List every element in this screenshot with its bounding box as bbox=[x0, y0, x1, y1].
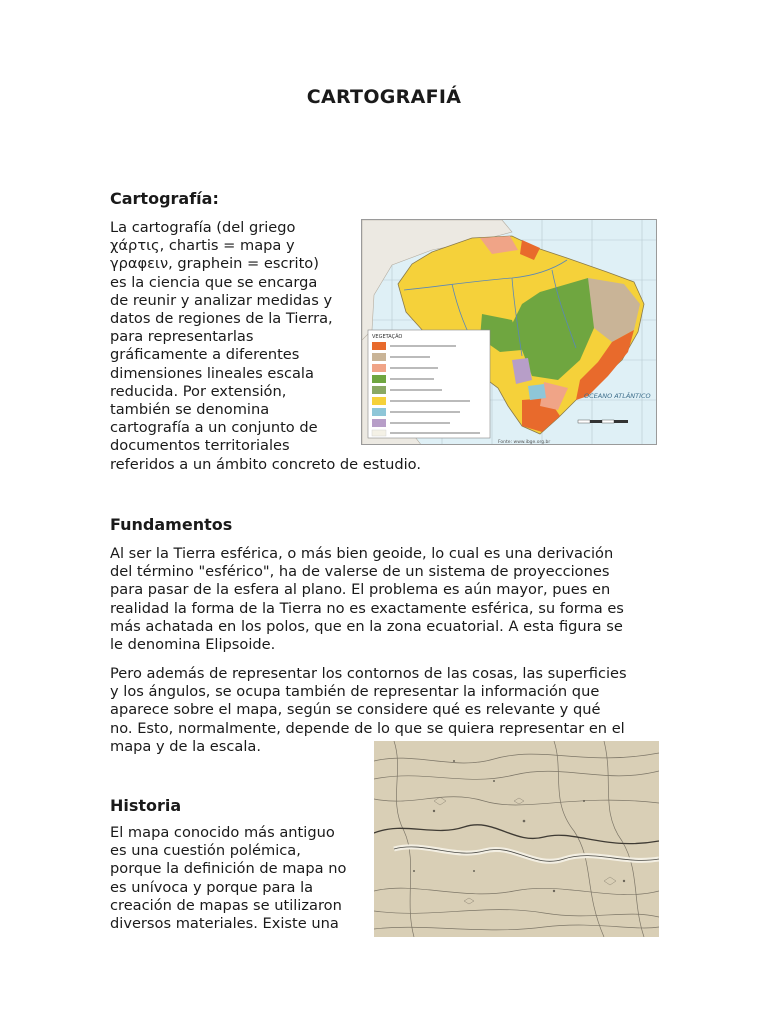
legend-title: VEGETAÇÃO bbox=[372, 334, 403, 340]
text-line: aparece sobre el mapa, según se considere qué es relevante y qué bbox=[110, 701, 601, 719]
text-line: gráficamente a diferentes bbox=[110, 346, 300, 364]
text-line: porque la definición de mapa no bbox=[110, 860, 347, 878]
text-line: datos de regiones de la Tierra, bbox=[110, 310, 333, 328]
text-line: cartografía a un conjunto de bbox=[110, 419, 318, 437]
text-line: también se denomina bbox=[110, 401, 270, 419]
ocean-label: OCEANO ATLÂNTICO bbox=[584, 392, 651, 400]
text-line: mapa y de la escala. bbox=[110, 737, 261, 755]
text-line: reducida. Por extensión, bbox=[110, 382, 287, 400]
text-line: no. Esto, normalmente, depende de lo que se quiera representar en el bbox=[110, 719, 625, 737]
text-line: diversos materiales. Existe una bbox=[110, 915, 339, 933]
text-line: χάρτις, chartis = mapa y bbox=[110, 237, 295, 255]
text-line: es la ciencia que se encarga bbox=[110, 273, 318, 291]
text-line: referidos a un ámbito concreto de estudio. bbox=[110, 455, 421, 473]
text-line: documentos territoriales bbox=[110, 437, 290, 455]
map-source: Fonte: www.ibge.org.br bbox=[498, 440, 551, 445]
heading-cartografia: Cartografía: bbox=[110, 189, 219, 208]
heading-historia: Historia bbox=[110, 796, 182, 815]
historic-topographic-map bbox=[374, 741, 659, 937]
text-line: más achatada en los polos, que en la zona ecuatorial. A esta figura se bbox=[110, 617, 623, 635]
text-line: es unívoca y porque para la bbox=[110, 878, 314, 896]
document-title: CARTOGRAFIÁ bbox=[306, 86, 462, 108]
text-line: dimensiones lineales escala bbox=[110, 364, 314, 382]
heading-fundamentos: Fundamentos bbox=[110, 515, 233, 534]
text-line: realidad la forma de la Tierra no es exactamente esférica, su forma es bbox=[110, 599, 624, 617]
text-line: El mapa conocido más antiguo bbox=[110, 824, 335, 841]
text-line: para representarlas bbox=[110, 328, 254, 346]
text-line: del término "esférico", ha de valerse de un sistema de proyecciones bbox=[110, 563, 610, 581]
text-line: le denomina Elipsoide. bbox=[110, 636, 276, 654]
text-line: de reunir y analizar medidas y bbox=[110, 291, 333, 309]
text-line: y los ángulos, se ocupa también de representar la información que bbox=[110, 683, 600, 701]
historia-paragraph bbox=[110, 824, 346, 933]
text-line: Al ser la Tierra esférica, o más bien geoide, lo cual es una derivación bbox=[110, 545, 614, 562]
text-line: Pero además de representar los contornos de las cosas, las superficies bbox=[110, 665, 627, 682]
text-line: La cartografía (del griego bbox=[110, 219, 296, 236]
text-line: γραφειν, graphein = escrito) bbox=[110, 255, 319, 273]
fundamentos-paragraph-1 bbox=[110, 545, 624, 654]
text-line: es una cuestión polémica, bbox=[110, 842, 301, 860]
brazil-vegetation-map bbox=[361, 219, 657, 445]
text-line: creación de mapas se utilizaron bbox=[110, 896, 342, 914]
text-line: para pasar de la esfera al plano. El problema es aún mayor, pues en bbox=[110, 581, 611, 599]
